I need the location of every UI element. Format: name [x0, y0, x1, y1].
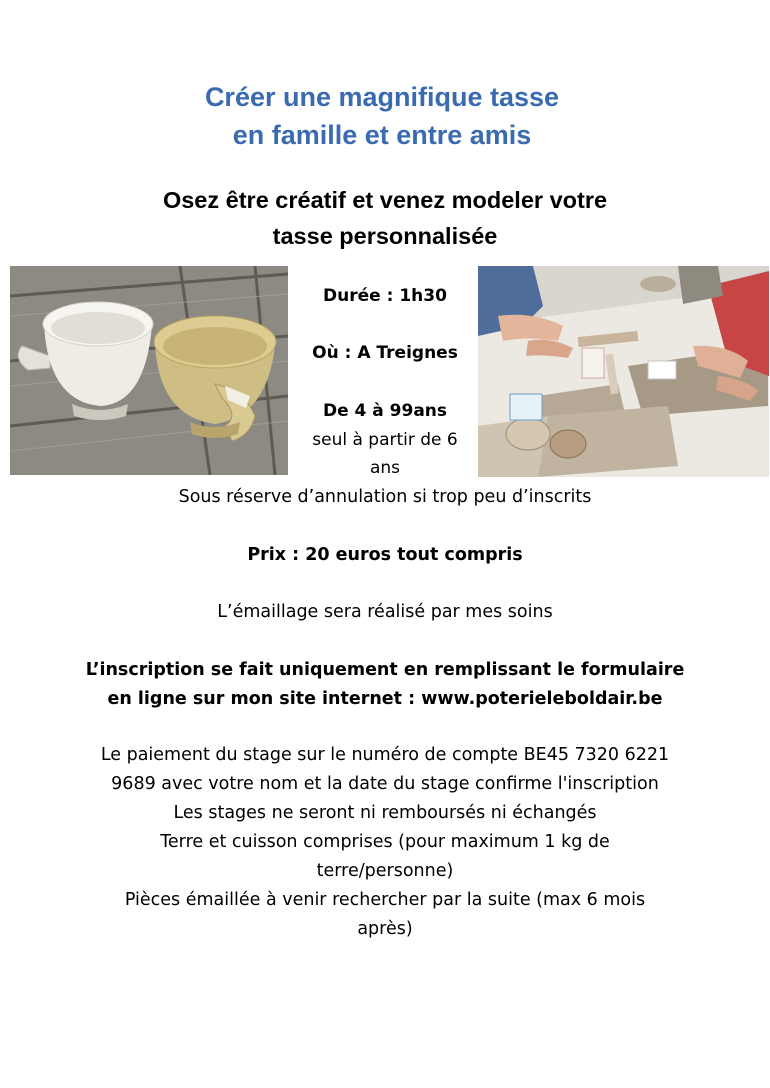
subtitle-line-2: tasse personnalisée: [272, 223, 498, 249]
photo-workshop: [478, 266, 769, 477]
duration-text: Durée : 1h30: [323, 286, 447, 306]
age-note-line-1: seul à partir de 6: [312, 430, 458, 450]
cancellation-note: Sous réserve d’annulation si trop peu d’inscrits: [178, 487, 592, 507]
condition-line: terre/personne): [316, 861, 454, 881]
age-range-text: De 4 à 99ans: [322, 401, 448, 421]
subtitle-line-1: Osez être créatif et venez modeler votre: [162, 187, 608, 213]
condition-line: 9689 avec votre nom et la date du stage confirme l'inscription: [111, 774, 659, 794]
registration-line-2: en ligne sur mon site internet : www.poterieleboldair.be: [107, 689, 663, 709]
condition-line: Les stages ne seront ni remboursés ni échangés: [173, 803, 597, 823]
condition-line: Pièces émaillée à venir rechercher par la suite (max 6 mois: [124, 890, 646, 910]
page-subtitle: [0, 182, 770, 254]
condition-line: Terre et cuisson comprises (pour maximum 1 kg de: [160, 832, 610, 852]
page-title: [0, 78, 764, 154]
condition-line: Le paiement du stage sur le numéro de compte BE45 7320 6221: [100, 745, 670, 765]
age-note-line-2: ans: [369, 458, 401, 478]
registration-note: [0, 656, 770, 714]
conditions-block: [0, 741, 770, 944]
photo-cups: [10, 266, 288, 475]
location-text: Où : A Treignes: [312, 343, 458, 363]
price-text: Prix : 20 euros tout compris: [247, 545, 523, 565]
glazing-note: L’émaillage sera réalisé par mes soins: [217, 602, 553, 622]
condition-line: après): [357, 919, 413, 939]
title-line-2: en famille et entre amis: [232, 120, 532, 150]
title-line-1: Créer une magnifique tasse: [204, 82, 560, 112]
registration-line-1: L’inscription se fait uniquement en remplissant le formulaire: [85, 660, 685, 680]
